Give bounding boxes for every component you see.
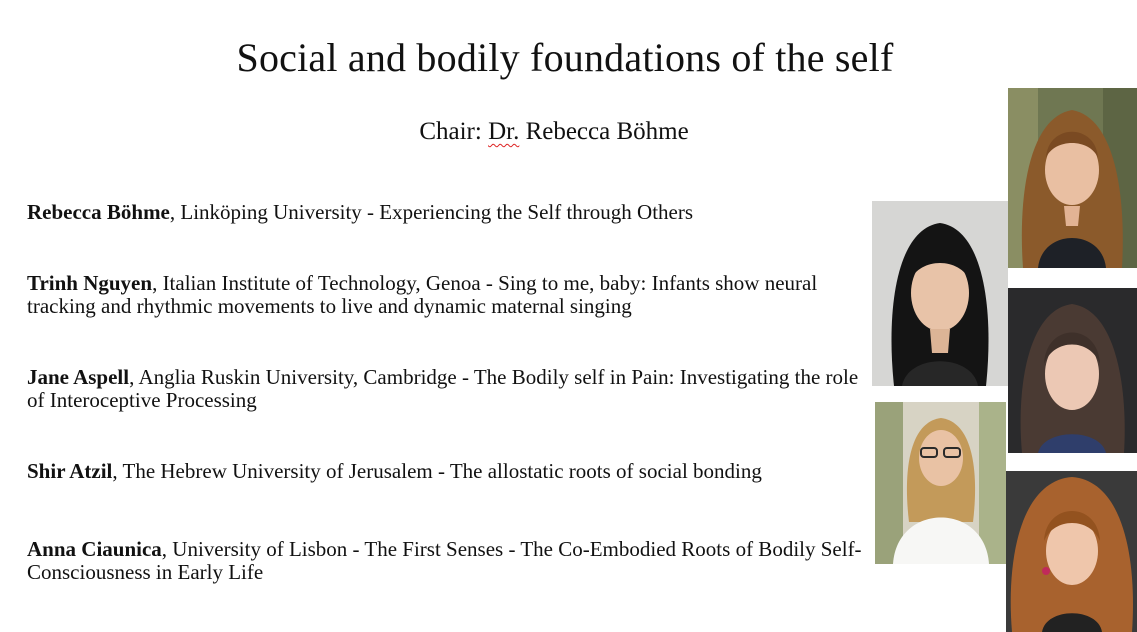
portrait-jane-aspell	[1008, 288, 1137, 453]
talk-details: , Italian Institute of Technology, Genoa - Sing to me, baby: Infants show neural tracking and rhythmic movements to live and dynamic maternal singing	[27, 271, 818, 318]
speaker-name: Anna Ciaunica	[27, 537, 162, 561]
speaker-name: Jane Aspell	[27, 365, 130, 389]
speaker-name: Rebecca Böhme	[27, 200, 170, 224]
slide-title: Social and bodily foundations of the self	[236, 35, 894, 80]
speaker-name: Trinh Nguyen	[27, 271, 153, 295]
talk-item	[27, 366, 877, 412]
talk-details: , University of Lisbon - The First Senses - The Co-Embodied Roots of Bodily Self-Consciousness in Early Life	[27, 537, 862, 584]
chair-line	[0, 118, 1108, 146]
portrait-rebecca-bohme	[1008, 88, 1137, 268]
chair-title: Dr.	[488, 118, 520, 145]
talk-item	[27, 201, 877, 224]
portrait-anna-ciaunica	[1006, 471, 1137, 632]
talk-details: , Linköping University - Experiencing the Self through Others	[169, 200, 694, 224]
talk-details: , Anglia Ruskin University, Cambridge - The Bodily self in Pain: Investigating the role of Interoceptive Processing	[27, 365, 859, 412]
talk-details: , The Hebrew University of Jerusalem - The allostatic roots of social bonding	[112, 459, 762, 483]
chair-name: Rebecca Böhme	[519, 118, 689, 145]
talk-item	[27, 538, 877, 584]
talk-item	[27, 272, 877, 318]
chair-prefix: Chair:	[419, 118, 489, 145]
speaker-name: Shir Atzil	[27, 459, 113, 483]
portrait-shir-atzil	[875, 402, 1006, 564]
talk-item	[27, 460, 877, 483]
portrait-trinh-nguyen	[872, 201, 1008, 386]
